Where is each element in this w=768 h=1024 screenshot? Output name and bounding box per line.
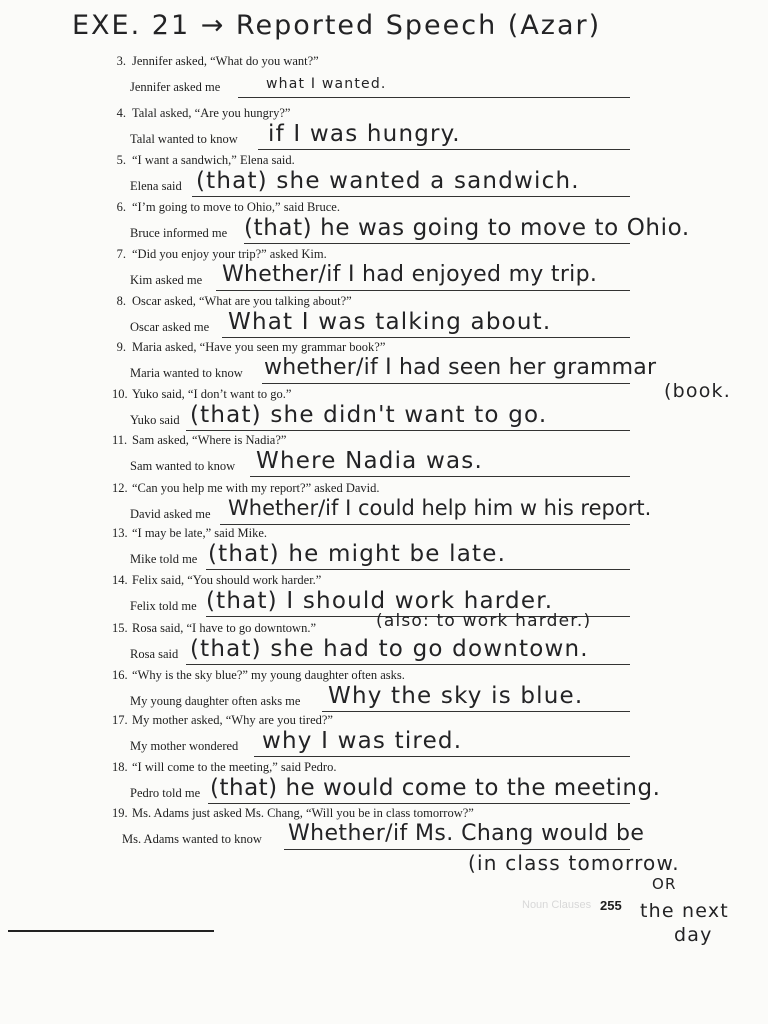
handwritten-next-day-line2: day (674, 924, 713, 946)
handwritten-answer: whether/if I had seen her grammar (264, 355, 657, 380)
handwritten-answer: if I was hungry. (268, 121, 461, 147)
exercise-10 (0, 387, 768, 433)
exercise-prompt: Rosa said, “I have to go downtown.” (132, 621, 316, 635)
exercise-prompt: “Why is the sky blue?” my young daughter often asks. (132, 668, 405, 682)
exercise-prompt: “Can you help me with my report?” asked David. (132, 481, 380, 495)
exercise-prompt: Maria asked, “Have you seen my grammar book?” (132, 340, 386, 354)
exercise-number: 19. (112, 806, 128, 820)
chapter-footer: Noun Clauses (522, 899, 592, 911)
answer-line (206, 569, 630, 570)
answer-line (258, 149, 630, 150)
answer-lead: Maria wanted to know (130, 366, 243, 380)
exercise-number: 8. (116, 294, 126, 308)
exercise-number: 7. (116, 247, 126, 261)
exercise-prompt: Oscar asked, “What are you talking about?” (132, 294, 352, 308)
exercise-18 (0, 760, 768, 806)
exercise-number: 4. (116, 106, 126, 120)
handwritten-answer: (that) I should work harder. (206, 588, 554, 614)
answer-lead: Sam wanted to know (130, 459, 236, 473)
handwritten-answer: Whether/if Ms. Chang would be (288, 821, 645, 846)
exercise-prompt: “I will come to the meeting,” said Pedro. (132, 760, 337, 774)
answer-line (250, 476, 630, 477)
answer-lead: Bruce informed me (130, 226, 228, 240)
answer-line (220, 524, 630, 525)
answer-line (322, 711, 630, 712)
exercise-3 (0, 54, 768, 100)
exercise-number: 18. (112, 760, 128, 774)
exercise-prompt: Yuko said, “I don’t want to go.” (132, 387, 292, 401)
exercise-4 (0, 106, 768, 152)
exercise-number: 12. (112, 481, 128, 495)
answer-lead: Ms. Adams wanted to know (122, 832, 262, 846)
answer-lead: Talal wanted to know (130, 132, 238, 146)
page-number: 255 (600, 898, 622, 913)
exercise-12 (0, 481, 768, 527)
answer-lead: Elena said (130, 179, 182, 193)
answer-line (238, 97, 630, 98)
handwritten-next-day-line1: the next (640, 900, 729, 922)
exercise-5 (0, 153, 768, 199)
handwritten-answer: (that) she wanted a sandwich. (196, 168, 580, 194)
handwritten-answer: Where Nadia was. (256, 448, 483, 474)
exercise-8 (0, 294, 768, 340)
exercise-prompt: “Did you enjoy your trip?” asked Kim. (132, 247, 327, 261)
exercise-19 (0, 806, 768, 875)
handwritten-continuation: (book. (664, 380, 731, 402)
exercise-prompt: “I’m going to move to Ohio,” said Bruce. (132, 200, 340, 214)
answer-lead: Jennifer asked me (130, 80, 221, 94)
handwritten-answer: why I was tired. (262, 728, 463, 754)
handwritten-answer: Whether/if I could help him w his report. (228, 496, 652, 520)
answer-line (186, 430, 630, 431)
answer-lead: Rosa said (130, 647, 179, 661)
answer-line (216, 290, 630, 291)
exercise-16 (0, 668, 768, 714)
exercise-prompt: My mother asked, “Why are you tired?” (132, 713, 333, 727)
answer-lead: Oscar asked me (130, 320, 210, 334)
exercise-number: 13. (112, 526, 128, 540)
answer-lead: My young daughter often asks me (130, 694, 301, 708)
handwritten-answer: (that) she had to go downtown. (190, 636, 589, 662)
answer-line (222, 337, 630, 338)
exercise-11 (0, 433, 768, 479)
handwritten-answer: Whether/if I had enjoyed my trip. (222, 262, 598, 287)
answer-line (186, 664, 630, 665)
answer-lead: Pedro told me (130, 786, 201, 800)
answer-lead: David asked me (130, 507, 211, 521)
exercise-prompt: “I may be late,” said Mike. (132, 526, 268, 540)
answer-lead: Yuko said (130, 413, 180, 427)
page-title: EXE. 21 → Reported Speech (Azar) (72, 10, 602, 41)
answer-line (254, 756, 630, 757)
handwritten-answer: (that) he might be late. (208, 541, 507, 567)
exercise-prompt: Sam asked, “Where is Nadia?” (132, 433, 287, 447)
handwritten-answer: (that) she didn't want to go. (190, 402, 548, 428)
exercise-number: 6. (116, 200, 126, 214)
answer-lead: Mike told me (130, 552, 198, 566)
answer-line (208, 803, 630, 804)
exercise-prompt: Felix said, “You should work harder.” (132, 573, 322, 587)
exercise-7 (0, 247, 768, 293)
handwritten-answer: what I wanted. (266, 76, 387, 92)
exercise-number: 17. (112, 713, 128, 727)
handwritten-answer: (that) he would come to the meeting. (210, 775, 661, 801)
exercise-number: 3. (116, 54, 126, 68)
exercise-6 (0, 200, 768, 246)
exercise-prompt: Talal asked, “Are you hungry?” (132, 106, 291, 120)
exercise-prompt: Ms. Adams just asked Ms. Chang, “Will you be in class tomorrow?” (132, 806, 474, 820)
exercise-15 (0, 621, 768, 667)
answer-line (284, 849, 630, 850)
bottom-rule (8, 930, 214, 932)
exercise-prompt: “I want a sandwich,” Elena said. (132, 153, 295, 167)
handwritten-alternative: (also: to work harder.) (376, 611, 592, 631)
answer-line (262, 383, 630, 384)
answer-lead: Felix told me (130, 599, 197, 613)
exercise-13 (0, 526, 768, 572)
exercise-17 (0, 713, 768, 759)
handwritten-continuation: (in class tomorrow. (468, 851, 680, 875)
exercise-number: 11. (112, 433, 128, 447)
exercise-number: 9. (116, 340, 126, 354)
handwritten-answer: What I was talking about. (228, 309, 552, 335)
answer-line (244, 243, 630, 244)
exercise-prompt: Jennifer asked, “What do you want?” (132, 54, 319, 68)
exercise-number: 16. (112, 668, 128, 682)
handwritten-or: OR (652, 875, 677, 893)
handwritten-answer: (that) he was going to move to Ohio. (244, 215, 690, 241)
answer-lead: My mother wondered (130, 739, 239, 753)
exercise-number: 5. (116, 153, 126, 167)
answer-line (192, 196, 630, 197)
exercise-number: 14. (112, 573, 128, 587)
handwritten-answer: Why the sky is blue. (328, 683, 584, 709)
exercise-number: 15. (112, 621, 128, 635)
exercise-number: 10. (112, 387, 128, 401)
answer-lead: Kim asked me (130, 273, 203, 287)
